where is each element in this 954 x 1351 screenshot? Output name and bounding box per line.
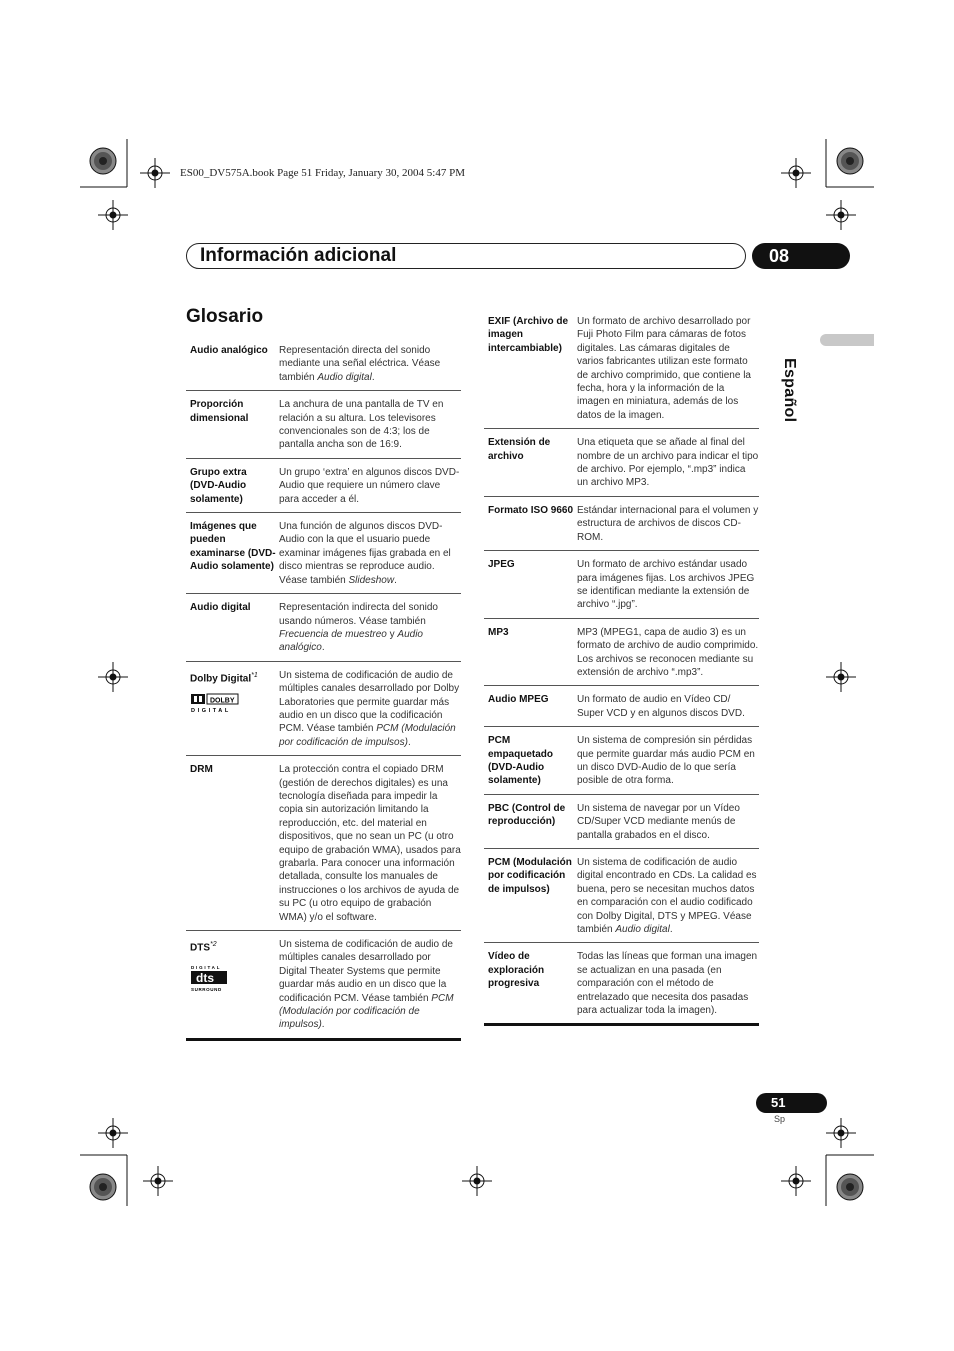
glossary-entry (186, 337, 461, 390)
glossary-term: DTS$^{*2}$ DIGITAL dts SURROUND (186, 931, 276, 1038)
page-number: 51 (756, 1093, 827, 1113)
starburst-mark (837, 1174, 863, 1200)
chapter-header (186, 243, 746, 269)
crosshair-mark (781, 158, 811, 188)
glossary-entry (186, 661, 461, 755)
starburst-mark (90, 148, 116, 174)
glossary-term: Dolby Digital$^{*1}$ DOLBY DIGITAL (190, 671, 258, 714)
chapter-number: 08 (752, 243, 850, 269)
chapter-title: Información adicional (200, 245, 397, 266)
crosshair-mark (98, 200, 128, 230)
glossary-entry (484, 550, 759, 618)
glossary-definition: Un formato de audio en Vídeo CD/ Super VCD y en algunos discos DVD. (577, 694, 745, 719)
glossary-term: EXIF (Archivo de imagen intercambiable) (488, 316, 569, 354)
section-title: Glosario (186, 306, 264, 327)
crosshair-mark (98, 662, 128, 692)
glossary-definition: Representación directa del sonido mediante una señal eléctrica. Véase también Audio digital. (279, 345, 441, 383)
glossary-definition: Un formato de archivo desarrollado por Fuji Photo Film para cámaras de fotos digitales. Las cámaras digitales de varios fabricantes utilizan este formato de archivo comprimido, que contiene la fecha, hora y la información de la imagen en miniatura, además de los datos de la imagen. (577, 316, 751, 421)
svg-text:DIGITAL: DIGITAL (191, 708, 231, 714)
glossary-definition: Un sistema de navegar por un Vídeo CD/Super VCD mediante menús de pantalla grabados en el disco. (577, 802, 740, 841)
glossary-entry (484, 726, 759, 794)
glossary-entry (484, 685, 759, 726)
glossary-term: Audio analógico (190, 345, 268, 356)
glossary-entry (484, 618, 759, 686)
glossary-entry (186, 755, 461, 930)
crosshair-mark (140, 158, 170, 188)
glossary-term: PCM empaquetado (DVD-Audio solamente) (488, 735, 554, 787)
glossary-entry (484, 942, 759, 1023)
glossary-definition: Representación indirecta del sonido usando números. Véase también Frecuencia de muestreo y Audio analógico. (279, 602, 438, 654)
glossary-right-column (484, 308, 759, 1026)
glossary-definition: Una etiqueta que se añade al final del nombre de un archivo para indicar el tipo de archivo. Por ejemplo, “.mp3” indica un archivo MP3. (577, 437, 759, 489)
glossary-definition: Todas las líneas que forman una imagen se actualizan en una pasada (en comparación con el método de entrelazado que necesita dos pasadas para actualizar toda la imagen). (577, 951, 758, 1017)
glossary-entry (484, 308, 759, 428)
glossary-entry (484, 496, 759, 550)
glossary-definition: Estándar internacional para el volumen y estructura de archivos de discos CD-ROM. (577, 504, 759, 543)
language-tab (820, 334, 874, 346)
glossary-entry (186, 458, 461, 512)
glossary-term: PCM (Modulación por codificación de impulsos) (488, 857, 572, 895)
glossary-definition: Un sistema de codificación de audio de múltiples canales desarrollado por Digital Theater Systems que permite guardar más audio en un disco que la codificación PCM. Véase también PCM (Modulación por codificación de impulsos). (279, 939, 454, 1031)
glossary-term: JPEG (488, 559, 515, 571)
book-info-line: ES00_DV575A.book Page 51 Friday, January 30, 2004 5:47 PM (180, 167, 465, 179)
dts-digital-surround-logo (190, 963, 230, 993)
glossary-entry (186, 512, 461, 593)
glossary-definition: Un formato de archivo estándar usado para imágenes fijas. Los archivos JPEG se identifican mediante la extensión de archivo “.jpg”. (577, 559, 755, 611)
svg-text:DIGITAL: DIGITAL (191, 964, 222, 970)
glossary-entry (484, 794, 759, 848)
crosshair-mark (781, 1166, 811, 1196)
glossary-entry (186, 593, 461, 661)
glossary-entry (484, 428, 759, 496)
glossary-definition: La protección contra el copiado DRM (gestión de derechos digitales) es una tecnología diseñada para impedir la copia sin autorización limitando la reproducción, etc. del material en dispositivos, que no sean un PC (u otro equipo de grabación WMA), usados para grabarla. Para conocer una información detallada, consulte los manuales de instrucciones o los archivos de ayuda de su PC (u otro equipo de grabación WMA) y/o el software. (279, 764, 461, 923)
glossary-definition: La anchura de una pantalla de TV en relación a su altura. Los televisores convencionales son de 4:3; los de pantalla ancha son de 16:9. (279, 399, 444, 451)
glossary-term: MP3 (488, 626, 509, 638)
language-label: Español (781, 358, 798, 423)
glossary-entry (186, 390, 461, 458)
glossary-definition: Un sistema de codificación de audio digital encontrado en CDs. La calidad es buena, pero se necesitan muchos datos en comparación con el audio codificado con Dolby Digital, DTS y MPEG. Véase también Audio digital. (577, 857, 757, 936)
glossary-term: Audio digital (190, 602, 251, 614)
glossary-term: Formato ISO 9660 (488, 504, 574, 516)
starburst-mark (90, 1174, 116, 1200)
glossary-definition: MP3 (MPEG1, capa de audio 3) es un formato de archivo de audio comprimido. Los archivos se reconocen mediante su extensión de archivo “.mp3”. (577, 626, 759, 678)
glossary-definition: Un sistema de compresión sin pérdidas que permite guardar más audio PCM en un disco DVD-Audio de lo que sería posible de otra forma. (577, 735, 755, 787)
glossary-definition: Un sistema de codificación de audio de múltiples canales desarrollado por Dolby Laboratories que permite guardar más audio en un disco que la codificación PCM. Véase también PCM (Modulación por codificación de impulsos). (279, 669, 460, 748)
glossary-definition: Una función de algunos discos DVD-Audio con la que el usuario puede examinar imágenes fijas grabada en el disco mientras se reproduce audio. Véase también Slideshow. (279, 521, 451, 586)
crosshair-mark (826, 662, 856, 692)
crosshair-mark (826, 200, 856, 230)
svg-text:dts: dts (196, 970, 214, 985)
page-language-code: Sp (774, 1114, 786, 1124)
starburst-mark (837, 148, 863, 174)
glossary-term: Grupo extra (DVD-Audio solamente) (190, 466, 247, 505)
dolby-digital-logo (190, 693, 242, 713)
glossary-definition: Un grupo ‘extra’ en algunos discos DVD-Audio que requiere un número clave para acceder a él. (279, 466, 460, 505)
glossary-term: Imágenes que pueden examinarse (DVD-Audio solamente) (190, 521, 276, 573)
glossary-term: Vídeo de exploración progresiva (488, 951, 545, 990)
column-end-rule (484, 1023, 759, 1026)
column-end-rule (186, 1038, 461, 1041)
glossary-entry (186, 930, 461, 1038)
glossary-entry (484, 848, 759, 942)
glossary-term: Audio MPEG (488, 694, 549, 706)
crosshair-mark (98, 1118, 128, 1148)
glossary-left-column (186, 337, 461, 1041)
glossary-term: Proporción dimensional (190, 399, 249, 424)
svg-text:DOLBY: DOLBY (210, 697, 235, 705)
glossary-term: PBC (Control de reproducción) (488, 802, 566, 828)
crosshair-mark (143, 1166, 173, 1196)
glossary-term: Extensión de archivo (488, 437, 551, 462)
glossary-term: DRM (190, 764, 213, 776)
svg-text:SURROUND: SURROUND (191, 986, 222, 992)
crosshair-mark (462, 1166, 492, 1196)
crosshair-mark (826, 1118, 856, 1148)
